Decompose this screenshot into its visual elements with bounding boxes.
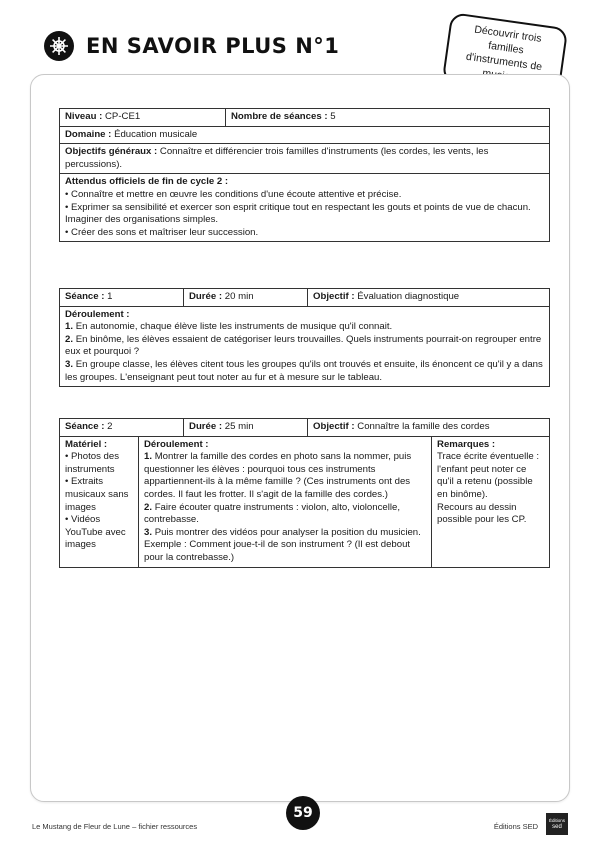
table-row xyxy=(60,109,550,127)
table-row xyxy=(60,436,550,567)
list-item: Faire écouter quatre instruments : violon, alto, violoncelle, contrebasse. xyxy=(144,501,400,526)
list-item: Trace écrite éventuelle : l'enfant peut noter ce qu'il a retenu (possible en binôme). xyxy=(437,451,540,500)
deroulement-cell: Déroulement : 1. Montrer la famille des cordes en photo sans la nommer, puis questionner les élèves : pourquoi tous ces instruments appartiennent-ils à la même famille ? (Ces instruments ont des cordes. Il faut les frotter. Il s'agit de la famille des cordes.) 2. Faire écouter quatre instruments : violon, alto, violoncelle, contrebasse. 3. Puis montrer des vidéos pour analyser la position du musicien. Exemple : Comment joue-t-il de son instrument ? (Il est debout pour la contrebasse.) xyxy=(139,436,432,567)
objectif-cell: Objectif : Évaluation diagnostique xyxy=(308,289,550,307)
topic-badge: Découvrir trois familles d'instruments de xyxy=(442,12,569,98)
list-item: • Vidéos YouTube avec images xyxy=(65,514,126,551)
table-row xyxy=(60,306,550,387)
list-item: En binôme, les élèves essaient de catégoriser leurs trouvailles. Quels instruments pourrait-on regrouper entre eux et pourquoi ? xyxy=(65,333,542,358)
list-item: Puis montrer des vidéos pour analyser la position du musicien. Exemple : Comment joue-t-il de son instrument ? (Il est debout pour la contrebasse.) xyxy=(144,526,421,563)
list-item: • Exprimer sa sensibilité et exercer son esprit critique tout en respectant les gouts et points de vue de chacun. Imaginer des organisations simples. xyxy=(65,201,531,226)
table-row xyxy=(60,289,550,307)
page-header xyxy=(44,28,339,64)
table-row xyxy=(60,174,550,242)
seance-cell: Séance : 1 xyxy=(60,289,184,307)
session-2-table xyxy=(59,418,550,568)
seances-cell: Nombre de séances : 5 xyxy=(226,109,550,127)
footer-source: Le Mustang de Fleur de Lune – fichier ressources xyxy=(32,822,198,831)
deroulement-cell: Déroulement : 1. En autonomie, chaque élève liste les instruments de musique qu'il connait. 2. En binôme, les élèves essaient de catégoriser leurs trouvailles. Quels instruments pourrait-on regrouper entre eux et pourquoi ? 3. En groupe classe, les élèves citent tous les groupes qu'ils ont trouvés et ensuite, ils énoncent ce qu'il y a dans les groupes. L'enseignant peut tout noter au fur et à mesure sur le tableau. xyxy=(60,306,550,387)
list-item: • Créer des sons et maîtriser leur succession. xyxy=(65,226,259,238)
seance-cell: Séance : 2 xyxy=(60,419,184,437)
circus-wheel-icon xyxy=(44,31,74,61)
publisher-logo: Éditions sed xyxy=(546,813,568,835)
duree-cell: Durée : 20 min xyxy=(184,289,308,307)
session-1-table xyxy=(59,288,550,387)
materiel-cell: Matériel : • Photos des instruments • Extraits musicaux sans images • Vidéos YouTube avec images xyxy=(60,436,139,567)
list-item: Recours au dessin possible pour les CP. xyxy=(437,501,527,526)
remarques-cell: Remarques : Trace écrite éventuelle : l'enfant peut noter ce qu'il a retenu (possible en binôme). Recours au dessin possible pour les CP. xyxy=(432,436,550,567)
attendus-cell: Attendus officiels de fin de cycle 2 : • Connaître et mettre en œuvre les conditions d'une écoute attentive et précise. • Exprimer sa sensibilité et exercer son esprit critique tout en respectant les gouts et points de vue de chacun. Imaginer des organisations simples. • Créer des sons et maîtriser leur succession. xyxy=(60,174,550,242)
footer-publisher: Éditions SED xyxy=(493,822,538,831)
list-item: Montrer la famille des cordes en photo sans la nommer, puis questionner les élèves : pourquoi tous ces instruments appartiennent-ils à la même famille ? (Ces instruments ont des cordes. Il faut les frotter. Il s'agit de la famille des cordes.) xyxy=(144,451,412,500)
table-row xyxy=(60,419,550,437)
domaine-cell: Domaine : Éducation musicale xyxy=(60,126,550,144)
list-item: • Photos des instruments xyxy=(65,451,120,475)
duree-cell: Durée : 25 min xyxy=(184,419,308,437)
objectifs-cell: Objectifs généraux : Connaître et différencier trois familles d'instruments (les cordes, les vents, les percussions). xyxy=(60,144,550,174)
niveau-cell: Niveau : CP-CE1 xyxy=(60,109,226,127)
list-item: • Extraits musicaux sans images xyxy=(65,476,129,513)
list-item: En autonomie, chaque élève liste les instruments de musique qu'il connait. xyxy=(75,321,393,333)
page-title: EN SAVOIR PLUS N°1 xyxy=(86,34,340,58)
page-number: 59 xyxy=(286,796,320,830)
list-item: • Connaître et mettre en œuvre les conditions d'une écoute attentive et précise. xyxy=(65,188,402,200)
table-row xyxy=(60,126,550,144)
info-table xyxy=(59,108,550,242)
table-row xyxy=(60,144,550,174)
objectif-cell: Objectif : Connaître la famille des cordes xyxy=(308,419,550,437)
list-item: En groupe classe, les élèves citent tous les groupes qu'ils ont trouvés et ensuite, ils énoncent ce qu'il y a dans les groupes. L'enseignant peut tout noter au fur et à mesure sur le tableau. xyxy=(65,358,543,383)
